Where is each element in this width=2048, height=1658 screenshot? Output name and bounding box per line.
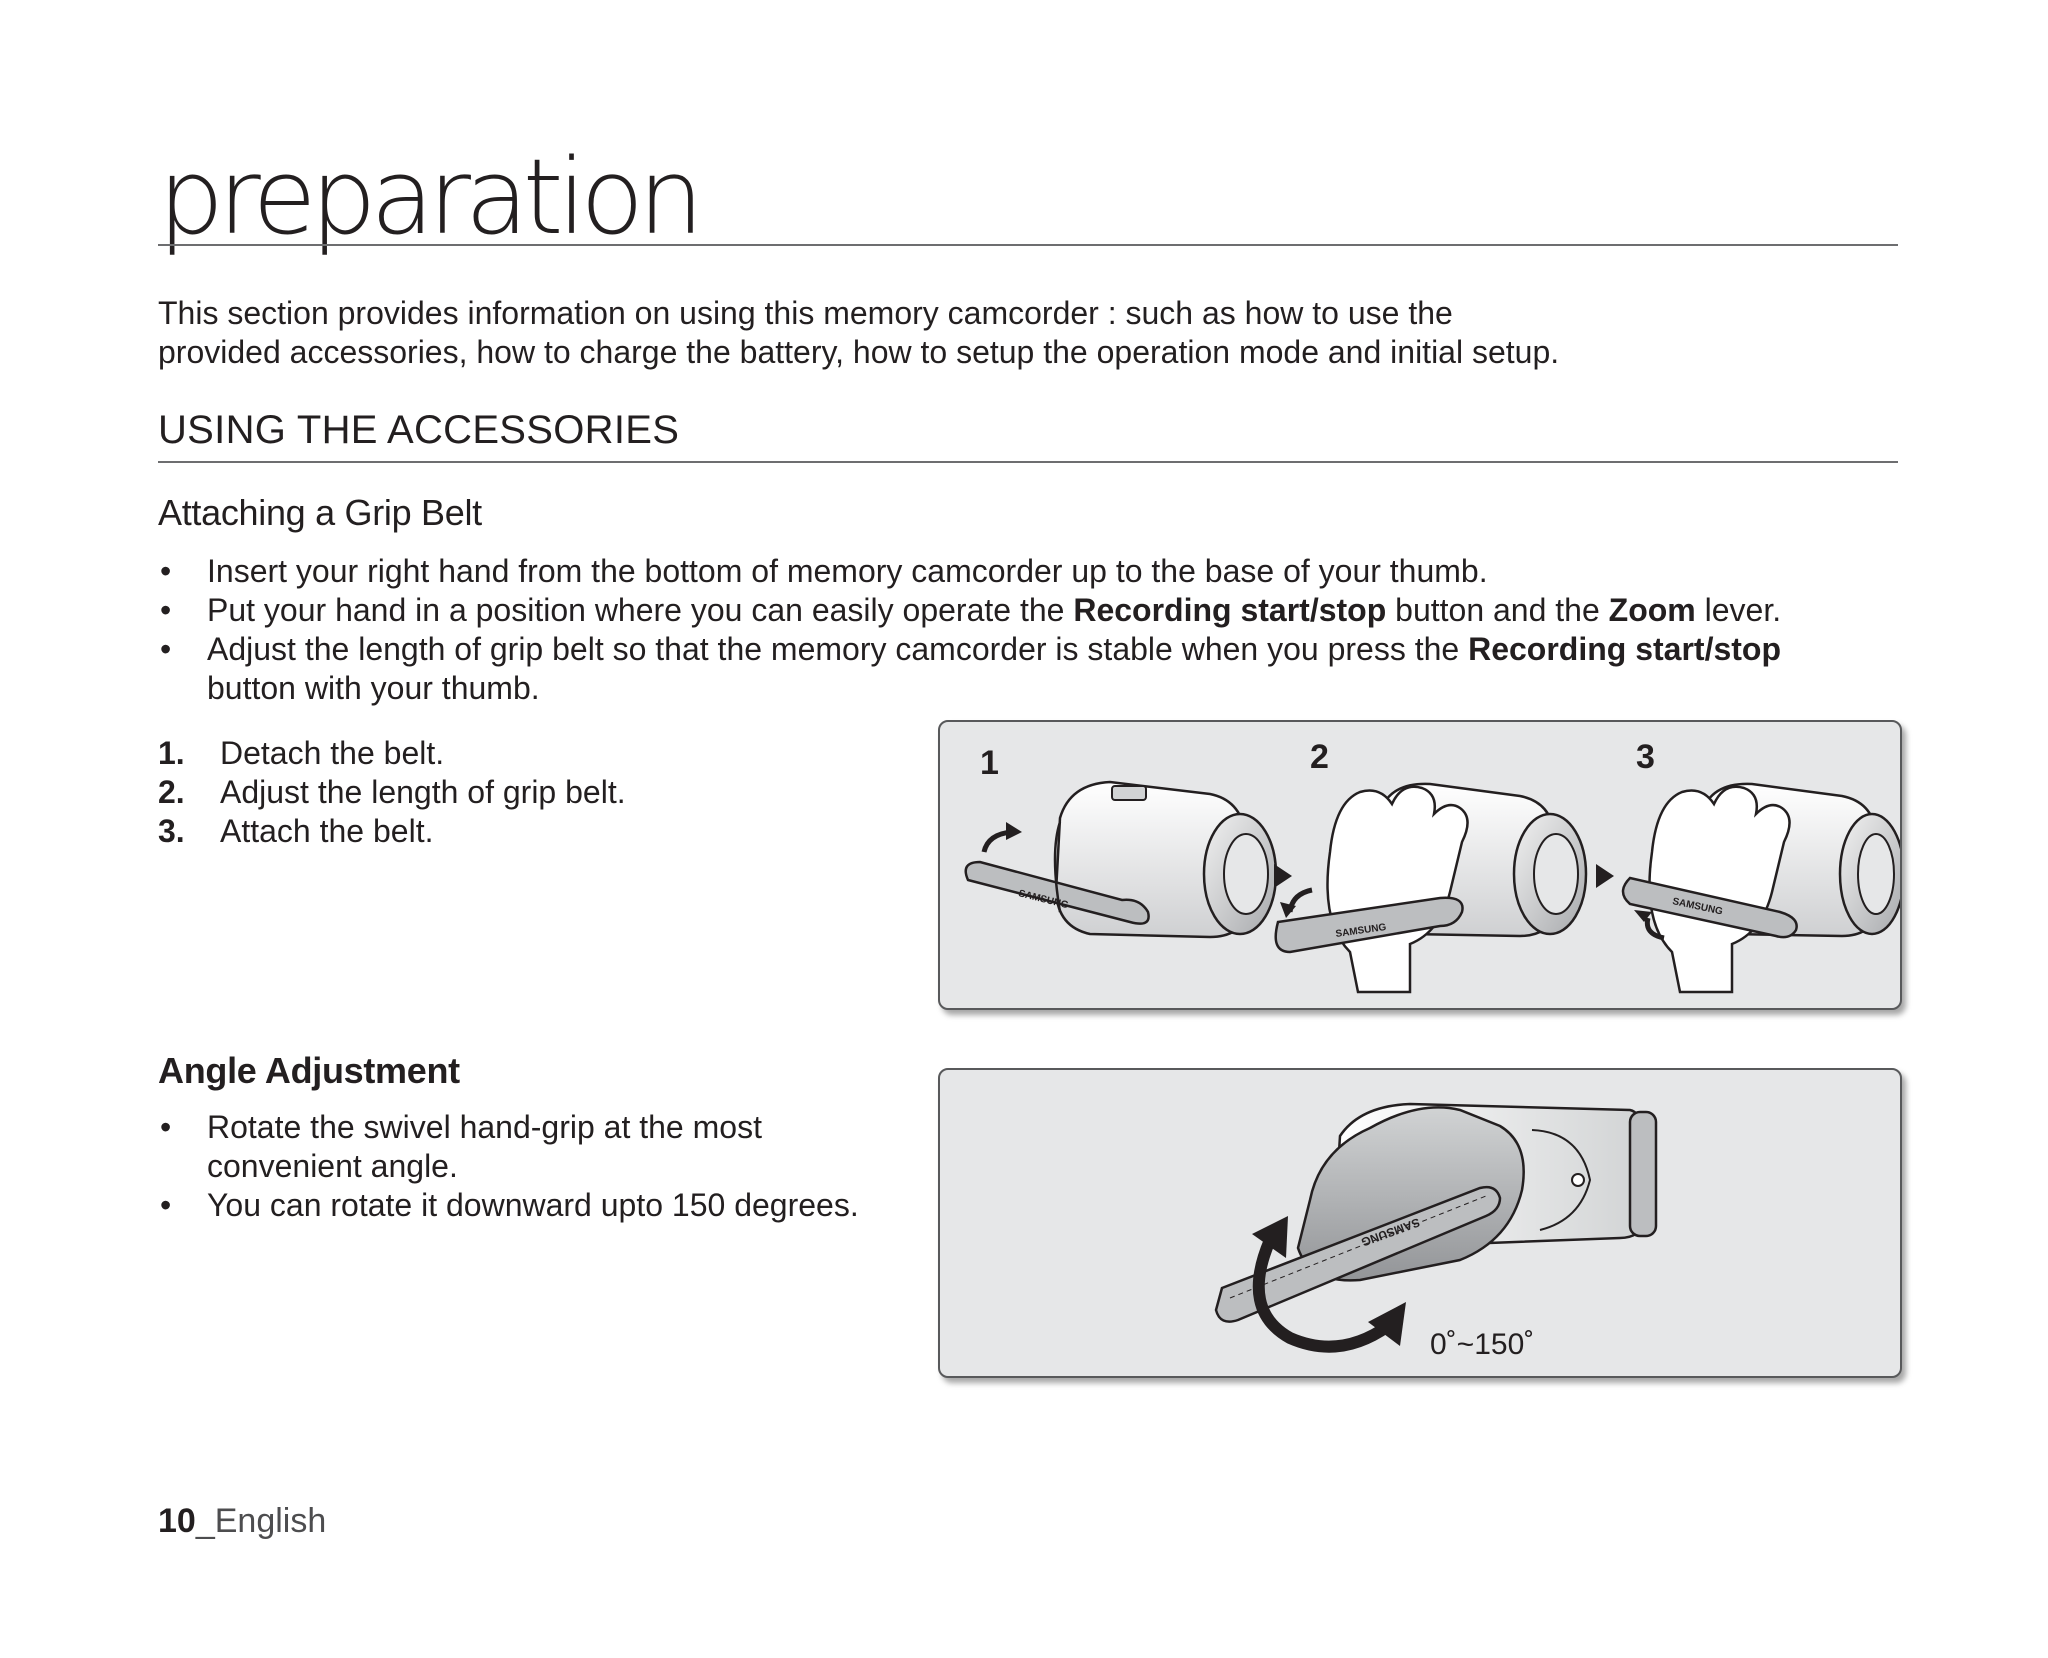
belt-brand-text: SAMSUNG: [1017, 888, 1070, 912]
belt-brand-text: SAMSUNG: [1671, 896, 1724, 918]
camcorder-step-1: [966, 782, 1276, 937]
step-number: 1.: [158, 735, 185, 771]
list-item: • Insert your right hand from the bottom of memory camcorder up to the base of your thumb.: [158, 552, 1918, 591]
list-item: • Adjust the length of grip belt so that the memory camcorder is stable when you press the Recording start/stop button with your thumb.: [158, 630, 1918, 708]
page-number: 10: [158, 1502, 196, 1540]
arrow-right-icon: [1596, 864, 1614, 888]
section-divider: [158, 461, 1898, 463]
angle-adjustment-bullets: [158, 1108, 918, 1225]
step-label-2: 2: [1310, 738, 1329, 776]
step-item: 3. Attach the belt.: [158, 813, 434, 849]
page-footer: [158, 1502, 326, 1541]
belt-brand-text: SAMSUNG: [1334, 921, 1388, 940]
page-language: _English: [195, 1502, 327, 1540]
intro-line-1: This section provides information on using this memory camcorder : such as how to use the: [158, 295, 1453, 331]
grip-belt-illustration: [938, 720, 1902, 1010]
step-item: 2. Adjust the length of grip belt.: [158, 774, 626, 810]
camcorder-side-view: [1216, 1104, 1656, 1322]
chapter-title: preparation: [158, 136, 698, 258]
camcorder-step-2: [1276, 784, 1586, 992]
step-label-3: 3: [1636, 738, 1655, 776]
chapter-divider: [158, 244, 1898, 246]
zoom-term: Zoom: [1608, 592, 1696, 628]
step-number: 3.: [158, 813, 185, 849]
list-item: • Rotate the swivel hand-grip at the most convenient angle.: [158, 1108, 918, 1186]
list-item: • You can rotate it downward upto 150 degrees.: [158, 1186, 918, 1225]
grip-belt-steps: [158, 734, 918, 851]
angle-range-label: 0˚~150˚: [1430, 1328, 1535, 1361]
angle-adjustment-illustration: [938, 1068, 1902, 1378]
recording-start-stop-term: Recording start/stop: [1468, 631, 1782, 667]
intro-paragraph: [158, 294, 1898, 372]
step-item: 1. Detach the belt.: [158, 735, 445, 771]
camcorder-step-3: [1623, 784, 1900, 992]
step-number: 2.: [158, 774, 185, 810]
belt-brand-text: SAMSUNG: [1359, 1215, 1422, 1250]
grip-belt-figure-graphic: [940, 722, 1900, 1008]
arrow-right-icon: [1274, 864, 1292, 888]
section-title: USING THE ACCESSORIES: [158, 408, 680, 452]
recording-start-stop-term: Recording start/stop: [1073, 592, 1387, 628]
intro-line-2: provided accessories, how to charge the battery, how to setup the operation mode and initial setup.: [158, 334, 1560, 370]
grip-belt-heading: Attaching a Grip Belt: [158, 492, 482, 533]
angle-adjustment-heading: Angle Adjustment: [158, 1050, 460, 1091]
step-label-1: 1: [980, 744, 999, 782]
list-item: • Put your hand in a position where you can easily operate the Recording start/stop button and the Zoom lever.: [158, 591, 1918, 630]
grip-belt-bullets: [158, 552, 1918, 708]
angle-figure-graphic: [940, 1070, 1900, 1376]
